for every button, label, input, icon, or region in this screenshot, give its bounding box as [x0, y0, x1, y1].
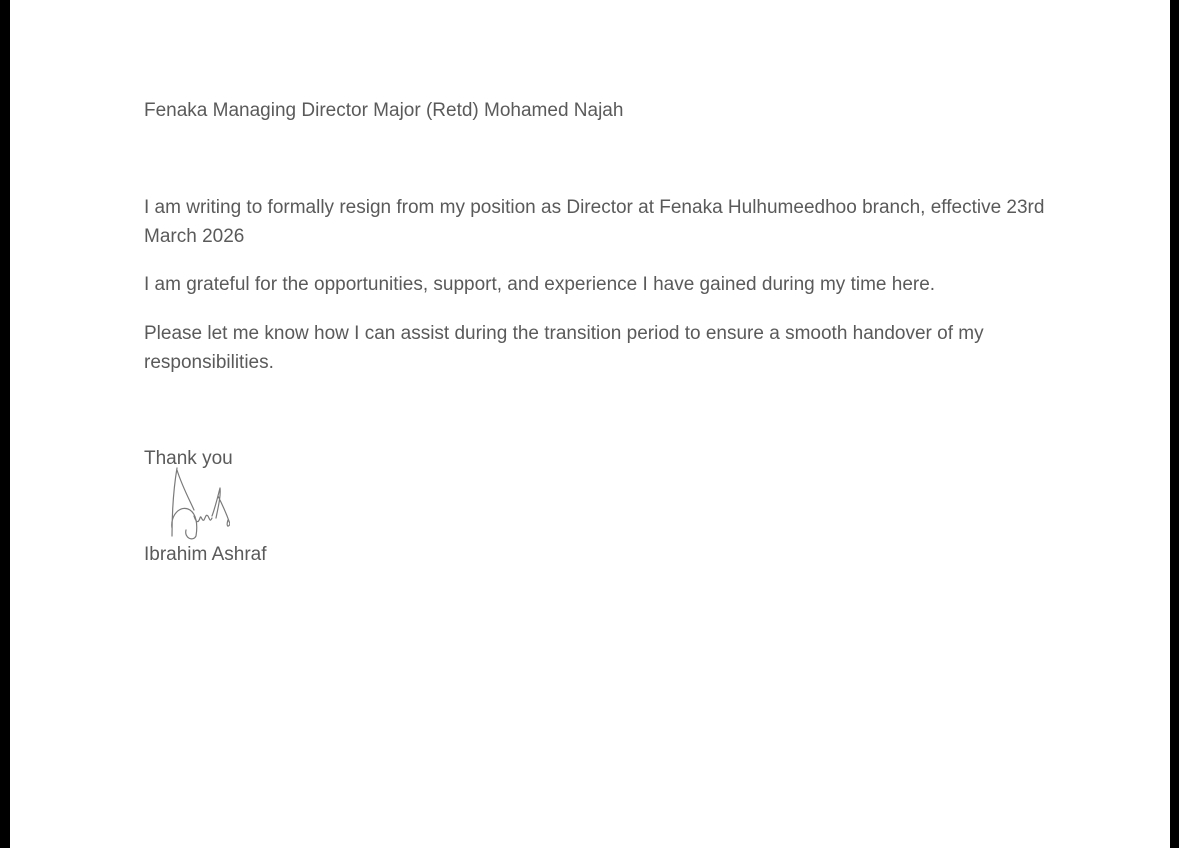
- handwritten-signature: [160, 466, 230, 544]
- recipient-line: Fenaka Managing Director Major (Retd) Mohamed Najah: [144, 100, 624, 121]
- sender-name: Ibrahim Ashraf: [144, 544, 267, 565]
- letter-paragraph-transition: Please let me know how I can assist during the transition period to ensure a smooth handover of my responsibilities.: [144, 323, 984, 373]
- document-page: [10, 0, 1170, 848]
- letter-paragraph-resignation: I am writing to formally resign from my position as Director at Fenaka Hulhumeedhoo branch, effective 23rd March 2026: [144, 197, 1045, 247]
- closing-line: Thank you: [144, 448, 233, 469]
- letter-paragraph-gratitude: I am grateful for the opportunities, support, and experience I have gained during my time here.: [144, 274, 936, 295]
